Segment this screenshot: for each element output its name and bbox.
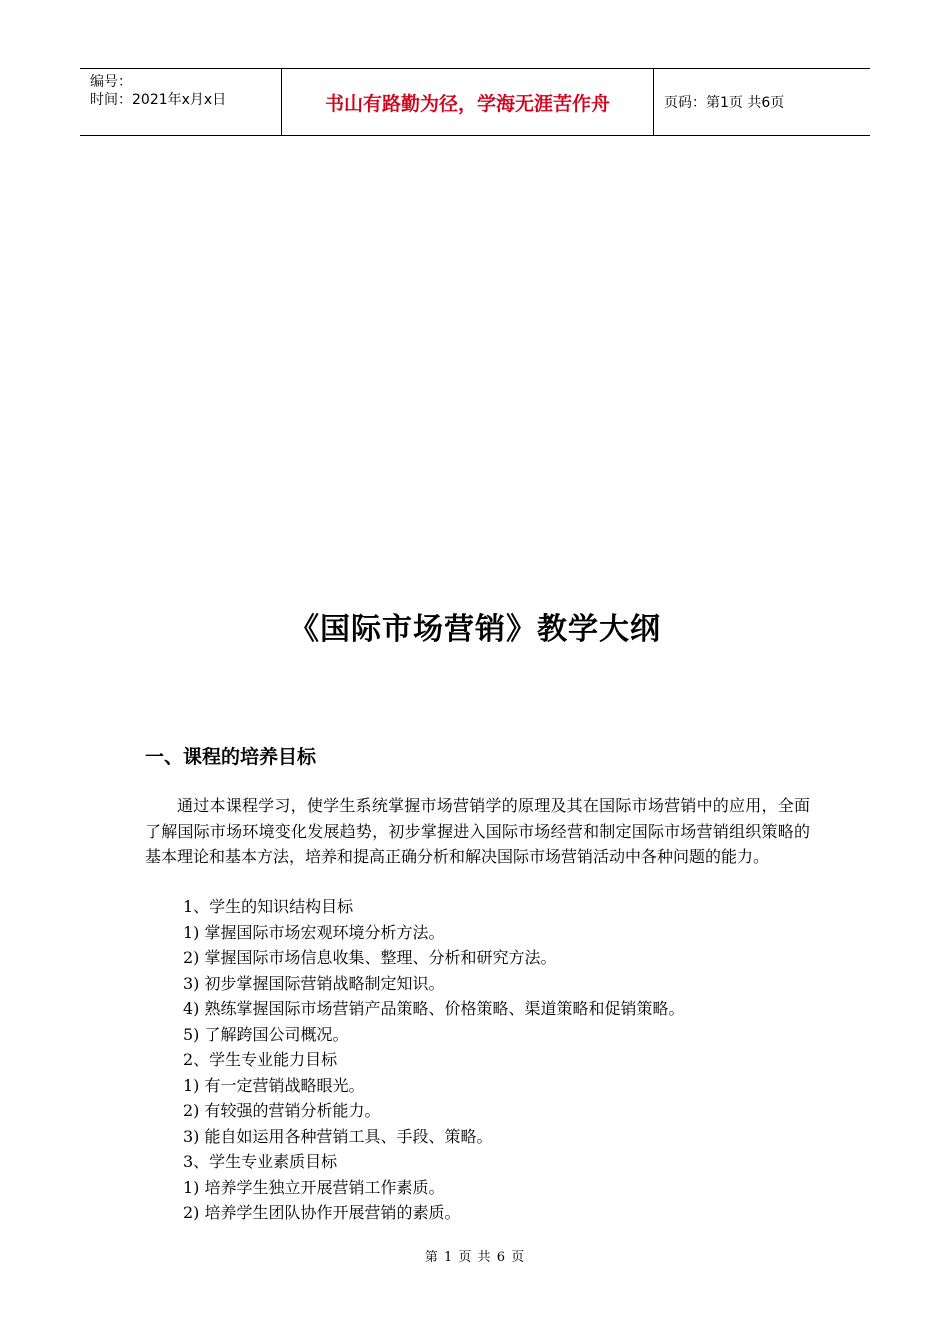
intro-paragraph: 通过本课程学习，使学生系统掌握市场营销学的原理及其在国际市场营销中的应用，全面了解国际市场环境变化发展趋势，初步掌握进入国际市场经营和制定国际市场营销组织策略的基本理论和基本方法，培养和提高正确分析和解决国际市场营销活动中各种问题的能力。 bbox=[145, 796, 810, 866]
list-item: 2) 掌握国际市场信息收集、整理、分析和研究方法。 bbox=[183, 948, 557, 967]
page-footer: 第 1 页 共 6 页 bbox=[424, 1250, 526, 1265]
list-item: 5) 了解跨国公司概况。 bbox=[183, 1024, 349, 1044]
list-subheading: 1、学生的知识结构目标 bbox=[183, 897, 354, 916]
goals-list bbox=[145, 894, 810, 1226]
document-title: 《国际市场营销》教学大纲 bbox=[289, 612, 661, 647]
list-subheading: 3、学生专业素质目标 bbox=[183, 1152, 338, 1171]
list-item: 2) 培养学生团队协作开展营销的素质。 bbox=[183, 1203, 461, 1222]
header-motto: 书山有路勤为径，学海无涯苦作舟 bbox=[282, 69, 654, 135]
document-number-label: 编号： bbox=[90, 74, 132, 90]
page-header bbox=[80, 68, 870, 136]
header-meta bbox=[80, 69, 282, 135]
header-page-info: 页码：第1页 共6页 bbox=[664, 95, 785, 111]
document-date: 时间：2021年x月x日 bbox=[90, 92, 227, 108]
list-item: 3) 初步掌握国际营销战略制定知识。 bbox=[183, 973, 445, 993]
section-heading-training-goals: 一、课程的培养目标 bbox=[145, 746, 317, 768]
list-item: 1) 掌握国际市场宏观环境分析方法。 bbox=[183, 922, 445, 942]
list-item: 1) 有一定营销战略眼光。 bbox=[183, 1075, 365, 1095]
list-item: 3) 能自如运用各种营销工具、手段、策略。 bbox=[183, 1126, 493, 1146]
list-item: 2) 有较强的营销分析能力。 bbox=[183, 1101, 381, 1120]
list-item: 1) 培养学生独立开展营销工作素质。 bbox=[183, 1177, 445, 1197]
list-subheading: 2、学生专业能力目标 bbox=[183, 1050, 338, 1069]
list-item: 4) 熟练掌握国际市场营销产品策略、价格策略、渠道策略和促销策略。 bbox=[183, 999, 685, 1018]
